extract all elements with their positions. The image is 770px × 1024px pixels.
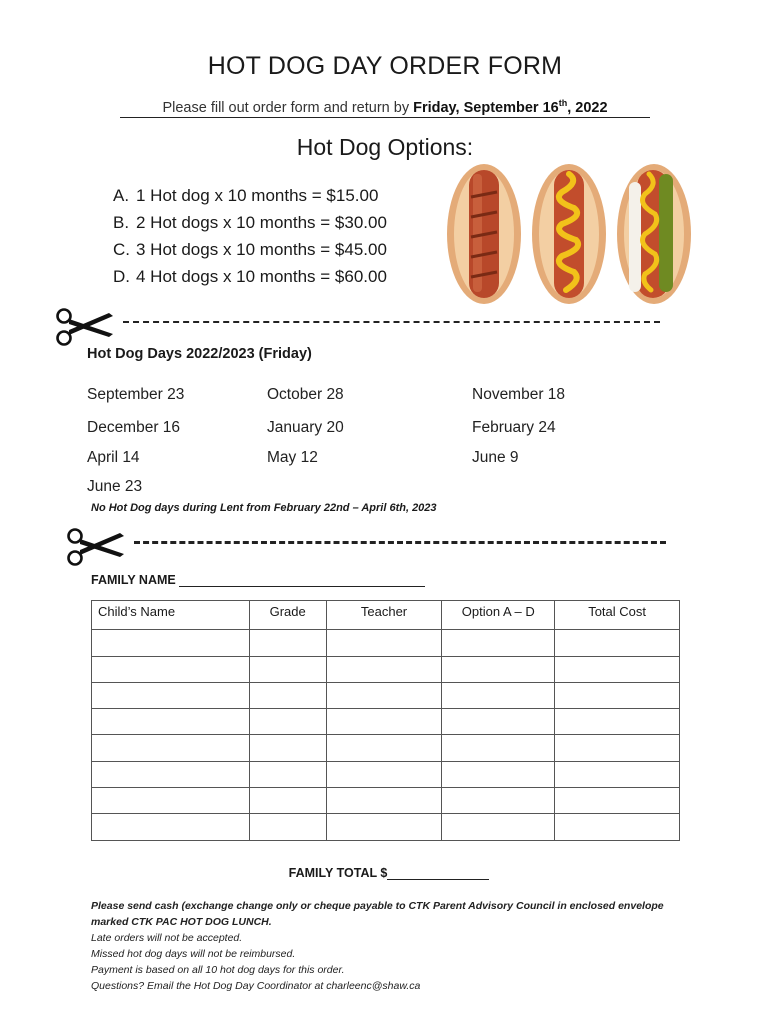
order-table [91,600,680,841]
return-instructions [120,98,650,118]
table-cell[interactable] [249,735,326,761]
hot-dog-day: April 14 [87,449,140,466]
return-date-suffix: th [558,98,568,108]
hot-dog-day: November 18 [472,386,566,403]
table-cell[interactable] [555,761,680,787]
option-letter: A. [113,186,130,205]
table-cell[interactable] [92,788,250,814]
table-cell[interactable] [92,656,250,682]
table-cell[interactable] [249,656,326,682]
days-title: Hot Dog Days 2022/2023 (Friday) [87,346,312,362]
table-cell[interactable] [92,709,250,735]
table-cell[interactable] [92,761,250,787]
table-cell[interactable] [326,735,442,761]
table-cell[interactable] [326,709,442,735]
table-cell[interactable] [92,814,250,840]
table-cell[interactable] [326,814,442,840]
basis-note: Payment is based on all 10 hot dog days for this order. [91,964,345,976]
option-letter: B. [113,213,130,232]
table-cell[interactable] [555,630,680,656]
table-row [92,788,680,814]
family-name-label: FAMILY NAME [91,573,176,587]
table-cell[interactable] [442,814,555,840]
table-cell[interactable] [92,735,250,761]
table-cell[interactable] [249,788,326,814]
return-prefix: Please fill out order form and return by [162,99,414,116]
option-item [113,236,387,263]
hot-dog-day: December 16 [87,419,181,436]
option-text: 2 Hot dogs x 10 months = $30.00 [136,213,387,232]
table-cell[interactable] [249,630,326,656]
table-cell[interactable] [326,630,442,656]
table-cell[interactable] [326,656,442,682]
page-title: HOT DOG DAY ORDER FORM [207,52,563,80]
return-date: Friday, September 16 [413,99,559,116]
option-text: 1 Hot dog x 10 months = $15.00 [136,186,379,205]
table-cell[interactable] [442,682,555,708]
table-cell[interactable] [555,656,680,682]
family-total-label: FAMILY TOTAL $ [288,866,388,880]
family-name-field[interactable] [91,573,425,587]
table-cell[interactable] [442,709,555,735]
options-title: Hot Dog Options: [296,134,474,160]
option-text: 4 Hot dogs x 10 months = $60.00 [136,267,387,286]
table-cell[interactable] [555,814,680,840]
questions-note: Questions? Email the Hot Dog Day Coordinator at charleenc@shaw.ca [91,980,421,992]
table-cell[interactable] [326,788,442,814]
table-cell[interactable] [326,761,442,787]
col-teacher: Teacher [326,601,442,630]
hot-dog-day: June 9 [472,449,519,466]
table-cell[interactable] [249,709,326,735]
hot-dog-day: October 28 [267,386,344,403]
table-cell[interactable] [92,682,250,708]
table-cell[interactable] [442,656,555,682]
hot-dog-day: January 20 [267,419,344,436]
missed-note: Missed hot dog days will not be reimbursed. [91,948,296,960]
option-letter: C. [113,240,130,259]
dashed-line [134,541,666,544]
table-cell[interactable] [555,682,680,708]
late-note: Late orders will not be accepted. [91,932,243,944]
col-total-cost: Total Cost [555,601,680,630]
dashed-line [123,321,660,323]
scissors-icon [66,527,128,567]
hot-dog-day: September 23 [87,386,185,403]
table-row [92,709,680,735]
table-cell[interactable] [249,761,326,787]
return-year: , 2022 [567,99,608,116]
hot-dog-day: May 12 [267,449,318,466]
hot-dog-relish-icon [615,162,693,306]
option-item [113,182,387,209]
cut-line [66,527,666,557]
lent-note: No Hot Dog days during Lent from February 22nd – April 6th, 2023 [91,502,437,514]
table-cell[interactable] [555,709,680,735]
table-cell[interactable] [442,788,555,814]
scissors-icon [55,307,117,347]
table-cell[interactable] [442,630,555,656]
table-row [92,630,680,656]
table-row [92,761,680,787]
table-cell[interactable] [92,630,250,656]
hot-dog-day: June 23 [87,478,143,495]
table-cell[interactable] [555,735,680,761]
table-cell[interactable] [442,735,555,761]
cut-line [55,307,660,337]
table-row [92,656,680,682]
table-row [92,735,680,761]
table-cell[interactable] [249,814,326,840]
col-option: Option A – D [442,601,555,630]
table-row [92,814,680,840]
option-text: 3 Hot dogs x 10 months = $45.00 [136,240,387,259]
hot-dog-day: February 24 [472,419,556,436]
table-header-row [92,601,680,630]
family-total-field[interactable] [0,866,770,880]
hot-dog-plain-icon [445,162,523,306]
hot-dog-mustard-icon [530,162,608,306]
payment-note: Please send cash (exchange change only or cheque payable to CTK Parent Advisory Council in enclosed envelope marked CTK PAC HOT DOG LUNCH. [91,900,664,928]
options-list [113,182,387,290]
option-item [113,209,387,236]
col-childs-name: Child’s Name [92,601,250,630]
table-cell[interactable] [442,761,555,787]
table-cell[interactable] [555,788,680,814]
col-grade: Grade [249,601,326,630]
family-total-blank[interactable] [387,867,489,880]
notes-section [91,898,691,994]
option-letter: D. [113,267,130,286]
table-row [92,682,680,708]
table-cell[interactable] [326,682,442,708]
option-item [113,263,387,290]
table-cell[interactable] [249,682,326,708]
family-name-blank[interactable] [179,573,425,587]
